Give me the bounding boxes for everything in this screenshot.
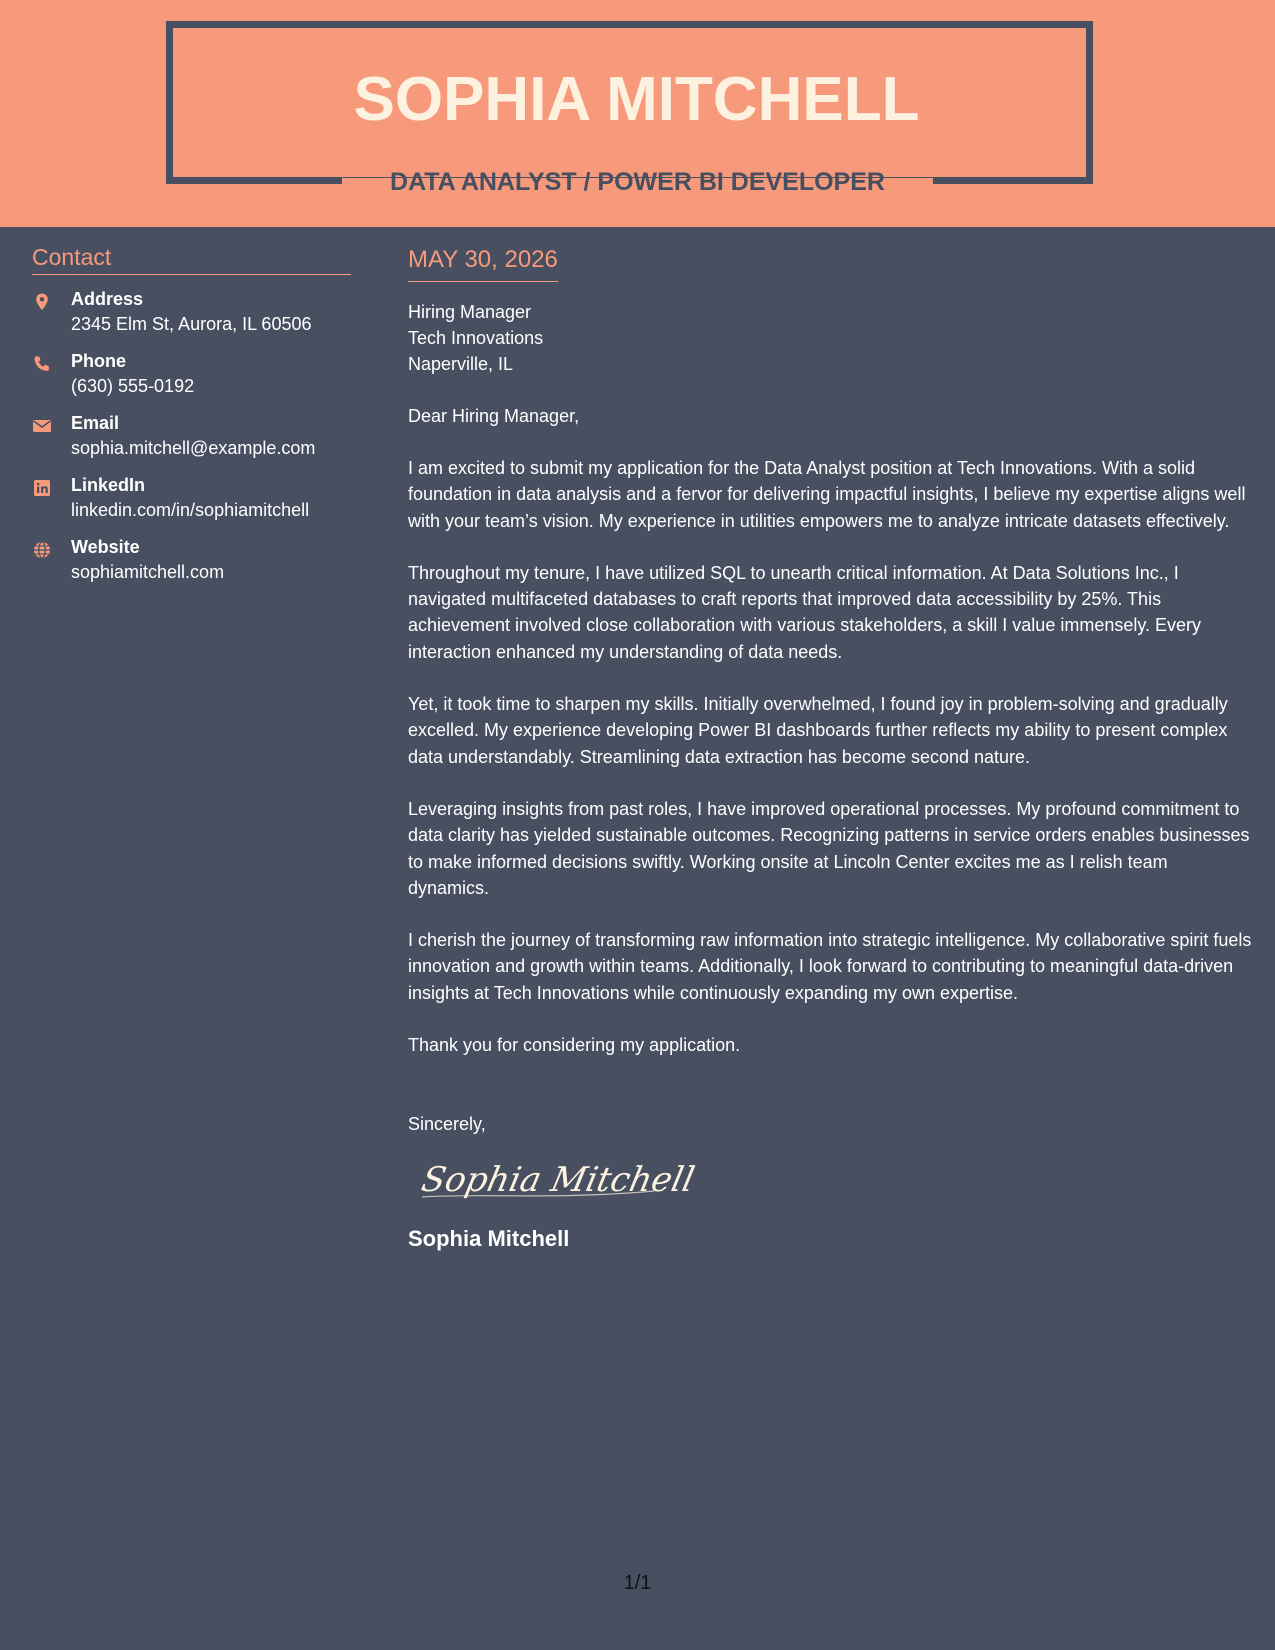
contact-heading: Contact [32,242,351,275]
body-paragraph: I cherish the journey of transforming raw information into strategic intelligence. My collaborative spirit fuels innovation and growth within teams. Additionally, I look forward to contributing to meaningful data-driven insights at Tech Innovations while continuously expanding my own expertise. [408,930,1252,1003]
signature-image [416,1153,698,1205]
page-number: 1/1 [623,1572,652,1594]
body-paragraph: Leveraging insights from past roles, I have improved operational processes. My profound commitment to data clarity has yielded sustainable outcomes. Recognizing patterns in service orders enables businesses to make informed decisions swiftly. Working onsite at Lincoln Center excites me as I relish team dynamics. [408,798,1250,898]
recipient-name: Hiring Manager [408,302,532,322]
contact-item-phone [32,349,351,399]
contact-label: Phone [71,351,127,371]
svg-text:Sophia Mitchell: Sophia Mitchell [418,1160,698,1200]
body-paragraph: Yet, it took time to sharpen my skills. Initially overwhelmed, I found joy in problem-solving and gradually excelled. My experience developing Power BI dashboards further reflects my ability to present complex data understandably. Streamlining data extraction has become second nature. [408,694,1228,767]
body-paragraph: I am excited to submit my application for the Data Analyst position at Tech Innovations. With a solid foundation in data analysis and a fervor for delivering impactful insights, I believe my expertise aligns well with your team’s vision. My experience in utilities empowers me to analyze intricate datasets effectively. [408,458,1246,531]
address-value: 2345 Elm St, Aurora, IL 60506 [71,314,312,334]
contact-item-address [32,287,351,337]
globe-icon [32,540,52,560]
contact-label: LinkedIn [71,475,146,495]
linkedin-icon [32,478,52,498]
body-paragraph: Throughout my tenure, I have utilized SQL to unearth critical information. At Data Solutions Inc., I navigated multifaceted databases to craft reports that improved data accessibility by 25%. This achievement involved close collaboration with various stakeholders, a skill I value immensely. Every interaction enhanced my understanding of data needs. [408,562,1202,662]
map-pin-icon [32,292,52,312]
letter-body [408,244,1253,1254]
signed-name: Sophia Mitchell [408,1226,570,1252]
contact-sidebar [32,242,351,585]
email-value: sophia.mitchell@example.com [71,438,316,458]
phone-icon [32,354,52,374]
closing-line: Sincerely, [408,1114,486,1135]
thanks-line: Thank you for considering my application. [408,1035,741,1056]
handwritten-signature [416,1153,1253,1210]
contact-label: Address [71,289,144,309]
header-band [0,0,1275,227]
letter-date: MAY 30, 2026 [408,244,558,282]
recipient-company: Tech Innovations [408,328,544,348]
contact-item-email [32,411,351,461]
recipient-block [408,299,1253,377]
candidate-name: SOPHIA MITCHELL [353,65,920,134]
contact-label: Website [71,537,140,557]
contact-item-linkedin [32,473,351,523]
contact-item-website [32,535,351,585]
envelope-icon [32,416,52,436]
website-value: sophiamitchell.com [71,562,225,582]
salutation: Dear Hiring Manager, [408,406,580,426]
recipient-location: Naperville, IL [408,354,514,374]
contact-label: Email [71,413,120,433]
job-title: DATA ANALYST / POWER BI DEVELOPER [390,168,885,196]
linkedin-value: linkedin.com/in/sophiamitchell [71,500,310,520]
phone-value: (630) 555-0192 [71,376,195,396]
